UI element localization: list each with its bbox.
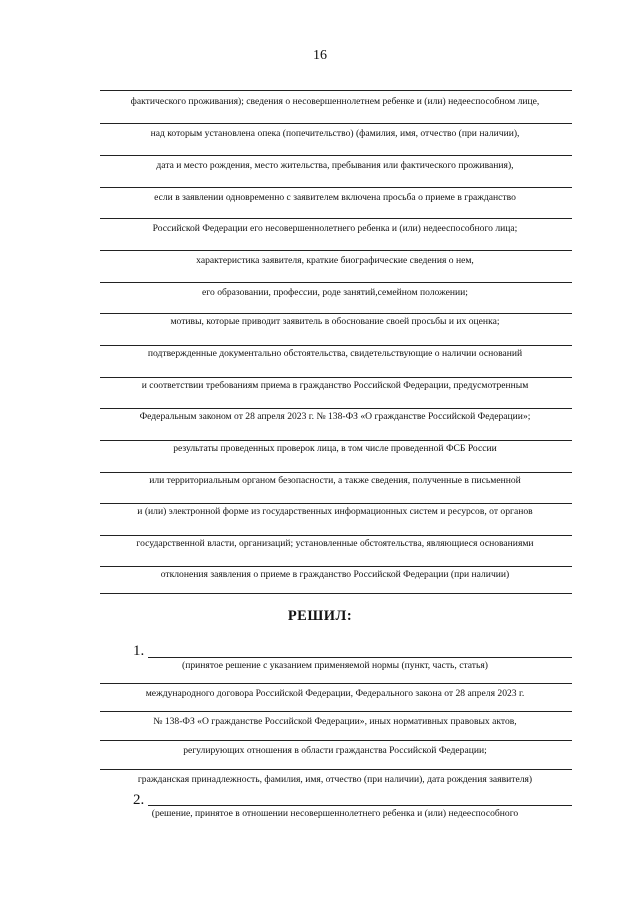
caption-line: фактического проживания); сведения о несовершеннолетнем ребенке и (или) недееспособном лице, bbox=[130, 96, 540, 107]
blank-line bbox=[100, 440, 572, 441]
blank-line bbox=[148, 657, 572, 658]
blank-line bbox=[100, 250, 572, 251]
caption-line: международного договора Российской Федерации, Федерального закона от 28 апреля 2023 г. bbox=[145, 688, 525, 699]
blank-line bbox=[100, 345, 572, 346]
caption-line: если в заявлении одновременно с заявителем включена просьба о приеме в гражданство bbox=[154, 192, 516, 203]
caption-line: и (или) электронной форме из государственных информационных систем и ресурсов, от органов bbox=[137, 506, 533, 517]
blank-line bbox=[100, 472, 572, 473]
blank-line bbox=[100, 683, 572, 684]
blank-line bbox=[100, 408, 572, 409]
blank-line bbox=[100, 593, 572, 594]
blank-line bbox=[100, 282, 572, 283]
caption-line: или территориальным органом безопасности, а также сведения, полученные в письменной bbox=[149, 475, 521, 486]
caption-line: государственной власти, организаций; установленные обстоятельства, являющиеся основаниями bbox=[136, 538, 534, 549]
caption-line: № 138-ФЗ «О гражданстве Российской Федерации», иных нормативных правовых актов, bbox=[153, 716, 517, 727]
caption-line: Российской Федерации его несовершеннолетнего ребенка и (или) недееспособного лица; bbox=[152, 223, 518, 234]
blank-line bbox=[100, 769, 572, 770]
page-number: 16 bbox=[313, 48, 327, 63]
blank-line bbox=[100, 535, 572, 536]
decision-heading: РЕШИЛ: bbox=[287, 608, 353, 624]
caption-line: характеристика заявителя, краткие биографические сведения о нем, bbox=[196, 255, 474, 266]
blank-line bbox=[100, 187, 572, 188]
blank-line bbox=[100, 740, 572, 741]
blank-line bbox=[100, 711, 572, 712]
caption-line: над которым установлена опека (попечительство) (фамилия, имя, отчество (при наличии), bbox=[150, 128, 520, 139]
blank-line bbox=[100, 155, 572, 156]
blank-line bbox=[148, 805, 572, 806]
caption-line: подтвержденные документально обстоятельства, свидетельствующие о наличии оснований bbox=[147, 348, 523, 359]
caption-line: гражданская принадлежность, фамилия, имя, отчество (при наличии), дата рождения заявителя) bbox=[137, 774, 533, 785]
blank-line bbox=[100, 90, 572, 91]
caption-line: дата и место рождения, место жительства, пребывания или фактического проживания), bbox=[156, 160, 514, 171]
caption-line: отклонения заявления о приеме в гражданство Российской Федерации (при наличии) bbox=[160, 569, 510, 580]
caption-line: результаты проведенных проверок лица, в том числе проведенной ФСБ России bbox=[173, 443, 497, 454]
blank-line bbox=[100, 313, 572, 314]
caption-line: (принятое решение с указанием применяемой нормы (пункт, часть, статья) bbox=[182, 660, 488, 671]
caption-line: регулирующих отношения в области гражданства Российской Федерации; bbox=[183, 745, 487, 756]
caption-line: его образовании, профессии, роде занятий,семейном положении; bbox=[202, 287, 468, 298]
blank-line bbox=[100, 123, 572, 124]
item-1-number: 1. bbox=[133, 643, 145, 659]
blank-line bbox=[100, 503, 572, 504]
caption-line: Федеральным законом от 28 апреля 2023 г. № 138-ФЗ «О гражданстве Российской Федерации»; bbox=[139, 411, 531, 422]
blank-line bbox=[100, 377, 572, 378]
caption-line: (решение, принятое в отношении несовершеннолетнего ребенка и (или) недееспособного bbox=[151, 808, 519, 819]
blank-line bbox=[100, 566, 572, 567]
blank-line bbox=[100, 218, 572, 219]
item-2-number: 2. bbox=[133, 792, 145, 808]
caption-line: и соответствии требованиям приема в гражданство Российской Федерации, предусмотренным bbox=[141, 380, 529, 391]
caption-line: мотивы, которые приводит заявитель в обоснование своей просьбы и их оценка; bbox=[170, 316, 500, 327]
